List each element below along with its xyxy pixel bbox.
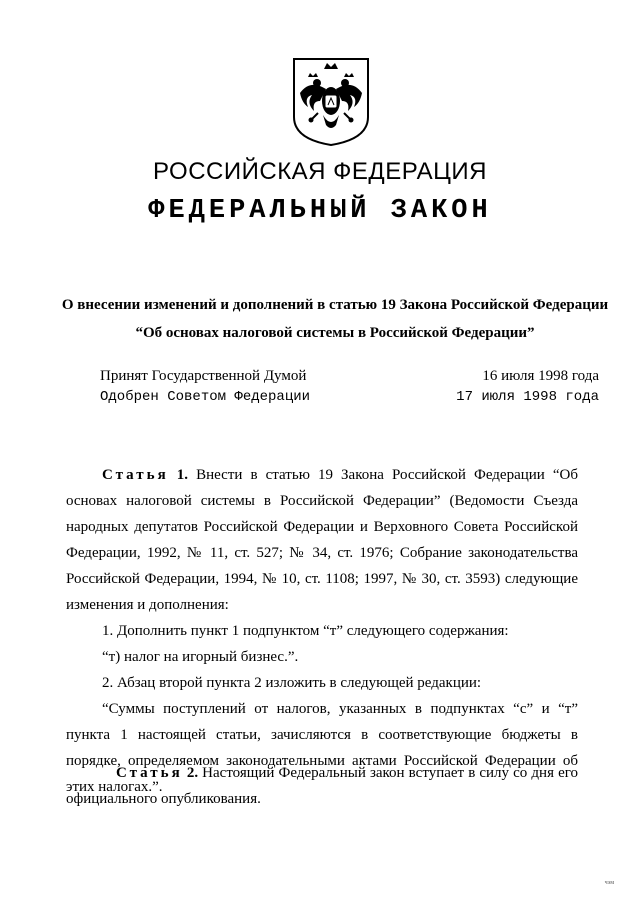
- adoption-council-row: [100, 389, 599, 409]
- article-1-label: Статья: [102, 467, 169, 483]
- country-heading: РОССИЙСКАЯ ФЕДЕРАЦИЯ: [153, 158, 487, 185]
- article-1-item-1: 1. Дополнить пункт 1 подпунктом “т” следующего содержания:: [102, 623, 509, 639]
- article-1-item-2: 2. Абзац второй пункта 2 изложить в следующей редакции:: [102, 675, 482, 691]
- duma-date: 16 июля 1998 года: [482, 368, 599, 384]
- law-title: [40, 291, 630, 347]
- article-2-text-block: [66, 760, 578, 812]
- law-title-line-1: О внесении изменений и дополнений в статью 19 Закона Российской Федерации: [61, 297, 609, 313]
- article-1-intro-text: Внести в статью 19 Закона Российской Федерации “Об основах налоговой системы в Российской Федерации” (Ведомости Съезда народных депутатов Российской Федерации и Верховного Совета Российской Федерации, 1992, № 11, ст. 527; № 34, ст. 1976; Собрание законодательства Российской Федерации, 1994, № 10, ст. 1108; 1997, № 30, ст. 3593) следующие изменения и дополнения:: [66, 467, 578, 613]
- council-date: 17 июля 1998 года: [456, 389, 599, 405]
- duma-label: Принят Государственной Думой: [100, 368, 307, 384]
- article-2-text: Настоящий Федеральный закон вступает в силу со дня его официального опубликования.: [66, 765, 579, 807]
- article-1-number: 1.: [176, 467, 189, 483]
- law-type-heading: ФЕДЕРАЛЬНЫЙ ЗАКОН: [148, 196, 492, 226]
- corner-mark: чэм: [604, 880, 614, 886]
- article-2-number: 2.: [186, 765, 199, 781]
- coat-of-arms-emblem: [290, 55, 372, 147]
- adoption-duma-row: [100, 368, 599, 388]
- law-title-line-2: “Об основах налоговой системы в Российской Федерации”: [135, 325, 535, 341]
- article-2: [66, 760, 578, 812]
- article-1-item-2-text: “Суммы поступлений от налогов, указанных в подпунктах “с” и “т” пункта 1 настоящей статьи, зачисляются в соответствующие бюджеты в порядке, определяемом законодательными актами Российской Федерации об этих налогах.”.: [66, 701, 578, 795]
- article-1-intro: [66, 462, 578, 618]
- article-1-item-1-text: “т) налог на игорный бизнес.”.: [102, 649, 299, 665]
- article-1: [66, 462, 578, 800]
- council-label: Одобрен Советом Федерации: [100, 389, 311, 405]
- article-2-label: Статья: [116, 765, 183, 781]
